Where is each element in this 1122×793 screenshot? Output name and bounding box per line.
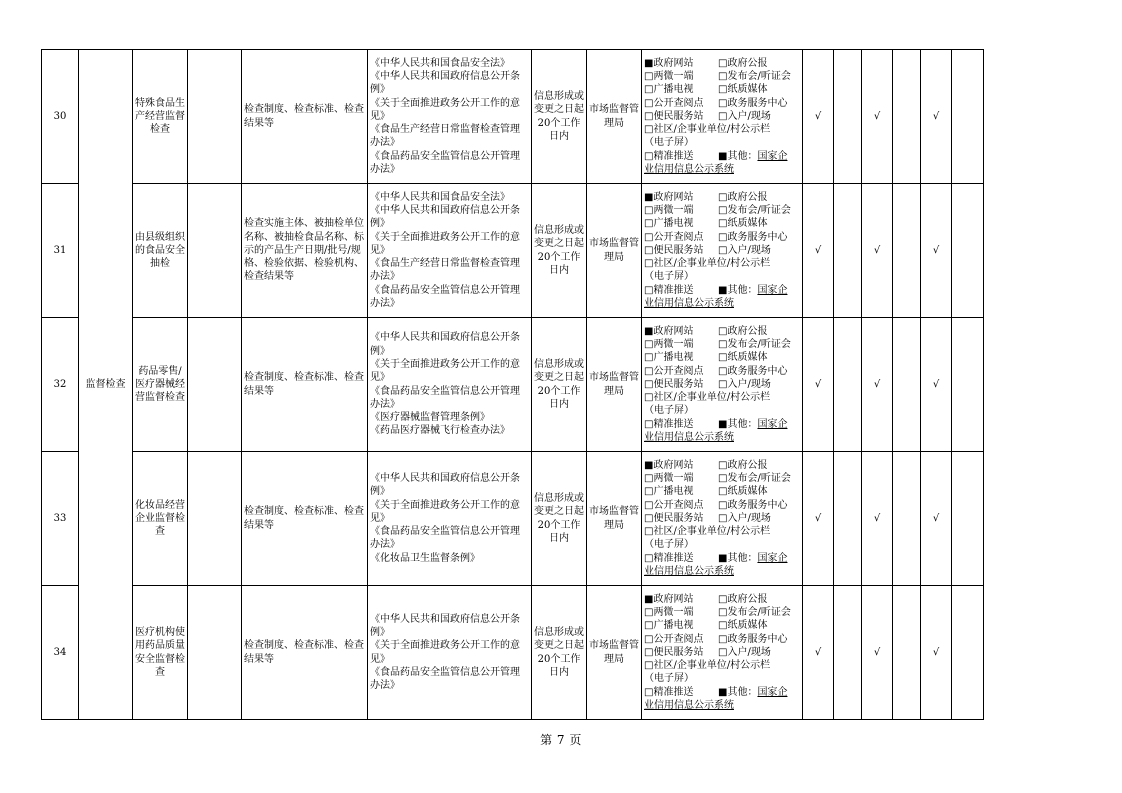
table-row bbox=[42, 452, 984, 586]
check-mark: √ bbox=[862, 50, 893, 184]
channel-reading-point: □公开查阅点 bbox=[644, 365, 704, 377]
channel-community: □社区/企事业单位/村公示栏 bbox=[644, 526, 771, 538]
check-mark: √ bbox=[862, 452, 893, 586]
item-content: 检查制度、检查标准、检查结果等 bbox=[242, 318, 368, 452]
channel-service-center: □政务服务中心 bbox=[718, 633, 788, 645]
item-basis bbox=[368, 184, 532, 318]
channel-radio-tv: □广播电视 bbox=[644, 620, 694, 632]
channel-other-prefix: ■其他： bbox=[718, 150, 758, 162]
channel-two-micro: □两微一端 bbox=[644, 472, 694, 484]
channel-gov-bulletin: □政府公报 bbox=[718, 191, 768, 203]
channel-gov-site: ■政府网站 bbox=[644, 57, 694, 69]
row-number: 30 bbox=[42, 50, 79, 184]
blank-check-cell bbox=[893, 184, 921, 318]
blank-check-cell bbox=[893, 318, 921, 452]
basis-item: 《中华人民共和国政府信息公开条例》 bbox=[370, 472, 520, 498]
channel-service-center: □政务服务中心 bbox=[718, 499, 788, 511]
item-title: 医疗机构使用药品质量安全监督检查 bbox=[133, 586, 188, 720]
item-content: 检查制度、检查标准、检查结果等 bbox=[242, 586, 368, 720]
blank-cell bbox=[188, 318, 242, 452]
check-mark: √ bbox=[803, 50, 834, 184]
row-number: 31 bbox=[42, 184, 79, 318]
disclosure-table bbox=[41, 49, 984, 720]
channel-other-b: 业信用信息公示系统 bbox=[644, 432, 734, 444]
channel-other-a: 国家企 bbox=[757, 552, 788, 564]
channel-convenience: □便民服务站 bbox=[644, 110, 704, 122]
channel-other-prefix: ■其他： bbox=[718, 686, 758, 698]
channel-other-prefix: ■其他： bbox=[718, 284, 758, 296]
item-department: 市场监督管理局 bbox=[587, 50, 642, 184]
channel-radio-tv: □广播电视 bbox=[644, 84, 694, 96]
blank-check-cell bbox=[834, 586, 862, 720]
channel-press: □发布会/听证会 bbox=[718, 204, 791, 216]
channel-reading-point: □公开查阅点 bbox=[644, 231, 704, 243]
channel-paper-media: □纸质媒体 bbox=[718, 620, 768, 632]
item-department: 市场监督管理局 bbox=[587, 184, 642, 318]
item-department: 市场监督管理局 bbox=[587, 318, 642, 452]
item-channels bbox=[642, 50, 803, 184]
item-title: 化妆品经营企业监督检查 bbox=[133, 452, 188, 586]
blank-check-cell bbox=[952, 318, 984, 452]
channel-press: □发布会/听证会 bbox=[718, 606, 791, 618]
basis-item: 《食品药品安全监管信息公开管理办法》 bbox=[370, 666, 520, 692]
channel-screen: （电子屏） bbox=[644, 137, 694, 149]
channel-paper-media: □纸质媒体 bbox=[718, 486, 768, 498]
blank-cell bbox=[188, 184, 242, 318]
channel-two-micro: □两微一端 bbox=[644, 338, 694, 350]
blank-check-cell bbox=[834, 452, 862, 586]
channel-door: □入户/现场 bbox=[718, 378, 771, 390]
channel-gov-site: ■政府网站 bbox=[644, 325, 694, 337]
item-basis bbox=[368, 318, 532, 452]
item-department: 市场监督管理局 bbox=[587, 452, 642, 586]
channel-door: □入户/现场 bbox=[718, 512, 771, 524]
blank-check-cell bbox=[893, 452, 921, 586]
basis-item: 《食品药品安全监管信息公开管理办法》 bbox=[370, 526, 520, 551]
channel-community: □社区/企事业单位/村公示栏 bbox=[644, 392, 771, 404]
blank-check-cell bbox=[834, 184, 862, 318]
basis-item: 《关于全面推进政务公开工作的意见》 bbox=[370, 97, 520, 122]
channel-service-center: □政务服务中心 bbox=[718, 97, 788, 109]
blank-check-cell bbox=[952, 452, 984, 586]
item-time-limit: 信息形成或变更之日起20个工作日内 bbox=[532, 452, 587, 586]
channel-gov-site: ■政府网站 bbox=[644, 191, 694, 203]
channel-other-b: 业信用信息公示系统 bbox=[644, 164, 734, 176]
channel-door: □入户/现场 bbox=[718, 244, 771, 256]
blank-check-cell bbox=[834, 318, 862, 452]
blank-cell bbox=[188, 586, 242, 720]
check-mark: √ bbox=[921, 452, 952, 586]
blank-cell bbox=[188, 50, 242, 184]
item-channels bbox=[642, 452, 803, 586]
channel-precise: □精准推送 bbox=[644, 686, 694, 698]
channel-precise: □精准推送 bbox=[644, 418, 694, 430]
item-title: 由县级组织的食品安全抽检 bbox=[133, 184, 188, 318]
channel-screen: （电子屏） bbox=[644, 405, 694, 417]
channel-two-micro: □两微一端 bbox=[644, 204, 694, 216]
item-time-limit: 信息形成或变更之日起20个工作日内 bbox=[532, 50, 587, 184]
channel-precise: □精准推送 bbox=[644, 150, 694, 162]
channel-press: □发布会/听证会 bbox=[718, 70, 791, 82]
item-content: 检查实施主体、被抽检单位名称、被抽检食品名称、标示的产品生产日期/批号/规格、检验依据、检验机构、检查结果等 bbox=[242, 184, 368, 318]
check-mark: √ bbox=[862, 318, 893, 452]
channel-service-center: □政务服务中心 bbox=[718, 231, 788, 243]
check-mark: √ bbox=[862, 184, 893, 318]
channel-other-a: 国家企 bbox=[757, 150, 788, 162]
channel-radio-tv: □广播电视 bbox=[644, 218, 694, 230]
channel-community: □社区/企事业单位/村公示栏 bbox=[644, 660, 771, 672]
item-content: 检查制度、检查标准、检查结果等 bbox=[242, 50, 368, 184]
channel-other-b: 业信用信息公示系统 bbox=[644, 298, 734, 310]
item-time-limit: 信息形成或变更之日起20个工作日内 bbox=[532, 318, 587, 452]
check-mark: √ bbox=[921, 586, 952, 720]
channel-gov-bulletin: □政府公报 bbox=[718, 57, 768, 69]
channel-convenience: □便民服务站 bbox=[644, 646, 704, 658]
channel-service-center: □政务服务中心 bbox=[718, 365, 788, 377]
channel-paper-media: □纸质媒体 bbox=[718, 218, 768, 230]
blank-check-cell bbox=[952, 184, 984, 318]
channel-other-a: 国家企 bbox=[757, 418, 788, 430]
row-number: 33 bbox=[42, 452, 79, 586]
basis-item: 《药品医疗器械飞行检查办法》 bbox=[370, 425, 510, 437]
table-row bbox=[42, 184, 984, 318]
channel-paper-media: □纸质媒体 bbox=[718, 84, 768, 96]
basis-item: 《中华人民共和国食品安全法》 bbox=[370, 191, 510, 203]
check-mark: √ bbox=[803, 586, 834, 720]
channel-two-micro: □两微一端 bbox=[644, 70, 694, 82]
row-number: 34 bbox=[42, 586, 79, 720]
channel-paper-media: □纸质媒体 bbox=[718, 352, 768, 364]
basis-item: 《中华人民共和国政府信息公开条例》 bbox=[370, 613, 520, 638]
check-mark: √ bbox=[803, 318, 834, 452]
blank-check-cell bbox=[834, 50, 862, 184]
item-basis bbox=[368, 50, 532, 184]
check-mark: √ bbox=[921, 50, 952, 184]
basis-item: 《关于全面推进政务公开工作的意见》 bbox=[370, 231, 520, 256]
channel-community: □社区/企事业单位/村公示栏 bbox=[644, 258, 771, 270]
channel-reading-point: □公开查阅点 bbox=[644, 633, 704, 645]
check-mark: √ bbox=[803, 452, 834, 586]
basis-item: 《食品生产经营日常监督检查管理办法》 bbox=[370, 124, 520, 149]
blank-cell bbox=[188, 452, 242, 586]
basis-item: 《中华人民共和国政府信息公开条例》 bbox=[370, 332, 520, 357]
item-department: 市场监督管理局 bbox=[587, 586, 642, 720]
basis-item: 《中华人民共和国政府信息公开条例》 bbox=[370, 204, 520, 230]
item-basis bbox=[368, 452, 532, 586]
channel-radio-tv: □广播电视 bbox=[644, 352, 694, 364]
channel-other-prefix: ■其他： bbox=[718, 418, 758, 430]
blank-check-cell bbox=[893, 50, 921, 184]
category-cell: 监督检查 bbox=[79, 50, 133, 720]
item-time-limit: 信息形成或变更之日起20个工作日内 bbox=[532, 586, 587, 720]
channel-door: □入户/现场 bbox=[718, 646, 771, 658]
channel-other-a: 国家企 bbox=[757, 284, 788, 296]
check-mark: √ bbox=[921, 184, 952, 318]
basis-item: 《食品药品安全监管信息公开管理办法》 bbox=[370, 385, 520, 410]
basis-item: 《关于全面推进政务公开工作的意见》 bbox=[370, 640, 520, 665]
table-row bbox=[42, 586, 984, 720]
item-title: 药品零售/医疗器械经营监督检查 bbox=[133, 318, 188, 452]
page-footer: 第 7 页 bbox=[540, 733, 582, 747]
channel-gov-bulletin: □政府公报 bbox=[718, 593, 768, 605]
basis-item: 《食品生产经营日常监督检查管理办法》 bbox=[370, 258, 520, 283]
item-channels bbox=[642, 318, 803, 452]
channel-precise: □精准推送 bbox=[644, 552, 694, 564]
channel-other-b: 业信用信息公示系统 bbox=[644, 566, 734, 578]
item-basis bbox=[368, 586, 532, 720]
channel-reading-point: □公开查阅点 bbox=[644, 499, 704, 511]
channel-two-micro: □两微一端 bbox=[644, 606, 694, 618]
channel-community: □社区/企事业单位/村公示栏 bbox=[644, 124, 771, 136]
basis-item: 《关于全面推进政务公开工作的意见》 bbox=[370, 499, 520, 524]
basis-item: 《中华人民共和国政府信息公开条例》 bbox=[370, 70, 520, 96]
channel-screen: （电子屏） bbox=[644, 673, 694, 685]
channel-convenience: □便民服务站 bbox=[644, 244, 704, 256]
channel-door: □入户/现场 bbox=[718, 110, 771, 122]
row-number: 32 bbox=[42, 318, 79, 452]
check-mark: √ bbox=[862, 586, 893, 720]
basis-item: 《中华人民共和国食品安全法》 bbox=[370, 57, 510, 69]
basis-item: 《关于全面推进政务公开工作的意见》 bbox=[370, 358, 520, 384]
item-channels bbox=[642, 184, 803, 318]
channel-convenience: □便民服务站 bbox=[644, 378, 704, 390]
channel-precise: □精准推送 bbox=[644, 284, 694, 296]
channel-screen: （电子屏） bbox=[644, 271, 694, 283]
item-content: 检查制度、检查标准、检查结果等 bbox=[242, 452, 368, 586]
item-title: 特殊食品生产经营监督检查 bbox=[133, 50, 188, 184]
channel-screen: （电子屏） bbox=[644, 539, 694, 551]
channel-radio-tv: □广播电视 bbox=[644, 486, 694, 498]
channel-press: □发布会/听证会 bbox=[718, 472, 791, 484]
channel-gov-site: ■政府网站 bbox=[644, 593, 694, 605]
channel-convenience: □便民服务站 bbox=[644, 512, 704, 524]
basis-item: 《医疗器械监督管理条例》 bbox=[370, 412, 490, 424]
blank-check-cell bbox=[952, 586, 984, 720]
basis-item: 《食品药品安全监管信息公开管理办法》 bbox=[370, 150, 520, 176]
basis-item: 《食品药品安全监管信息公开管理办法》 bbox=[370, 284, 520, 310]
table-row bbox=[42, 50, 984, 184]
channel-press: □发布会/听证会 bbox=[718, 338, 791, 350]
item-channels bbox=[642, 586, 803, 720]
blank-check-cell bbox=[893, 586, 921, 720]
check-mark: √ bbox=[921, 318, 952, 452]
channel-gov-bulletin: □政府公报 bbox=[718, 459, 768, 471]
blank-check-cell bbox=[952, 50, 984, 184]
basis-item: 《化妆品卫生监督条例》 bbox=[370, 552, 480, 564]
channel-gov-site: ■政府网站 bbox=[644, 459, 694, 471]
channel-other-a: 国家企 bbox=[757, 686, 788, 698]
channel-gov-bulletin: □政府公报 bbox=[718, 325, 768, 337]
check-mark: √ bbox=[803, 184, 834, 318]
channel-other-prefix: ■其他： bbox=[718, 552, 758, 564]
channel-reading-point: □公开查阅点 bbox=[644, 97, 704, 109]
table-row bbox=[42, 318, 984, 452]
channel-other-b: 业信用信息公示系统 bbox=[644, 700, 734, 712]
item-time-limit: 信息形成或变更之日起20个工作日内 bbox=[532, 184, 587, 318]
